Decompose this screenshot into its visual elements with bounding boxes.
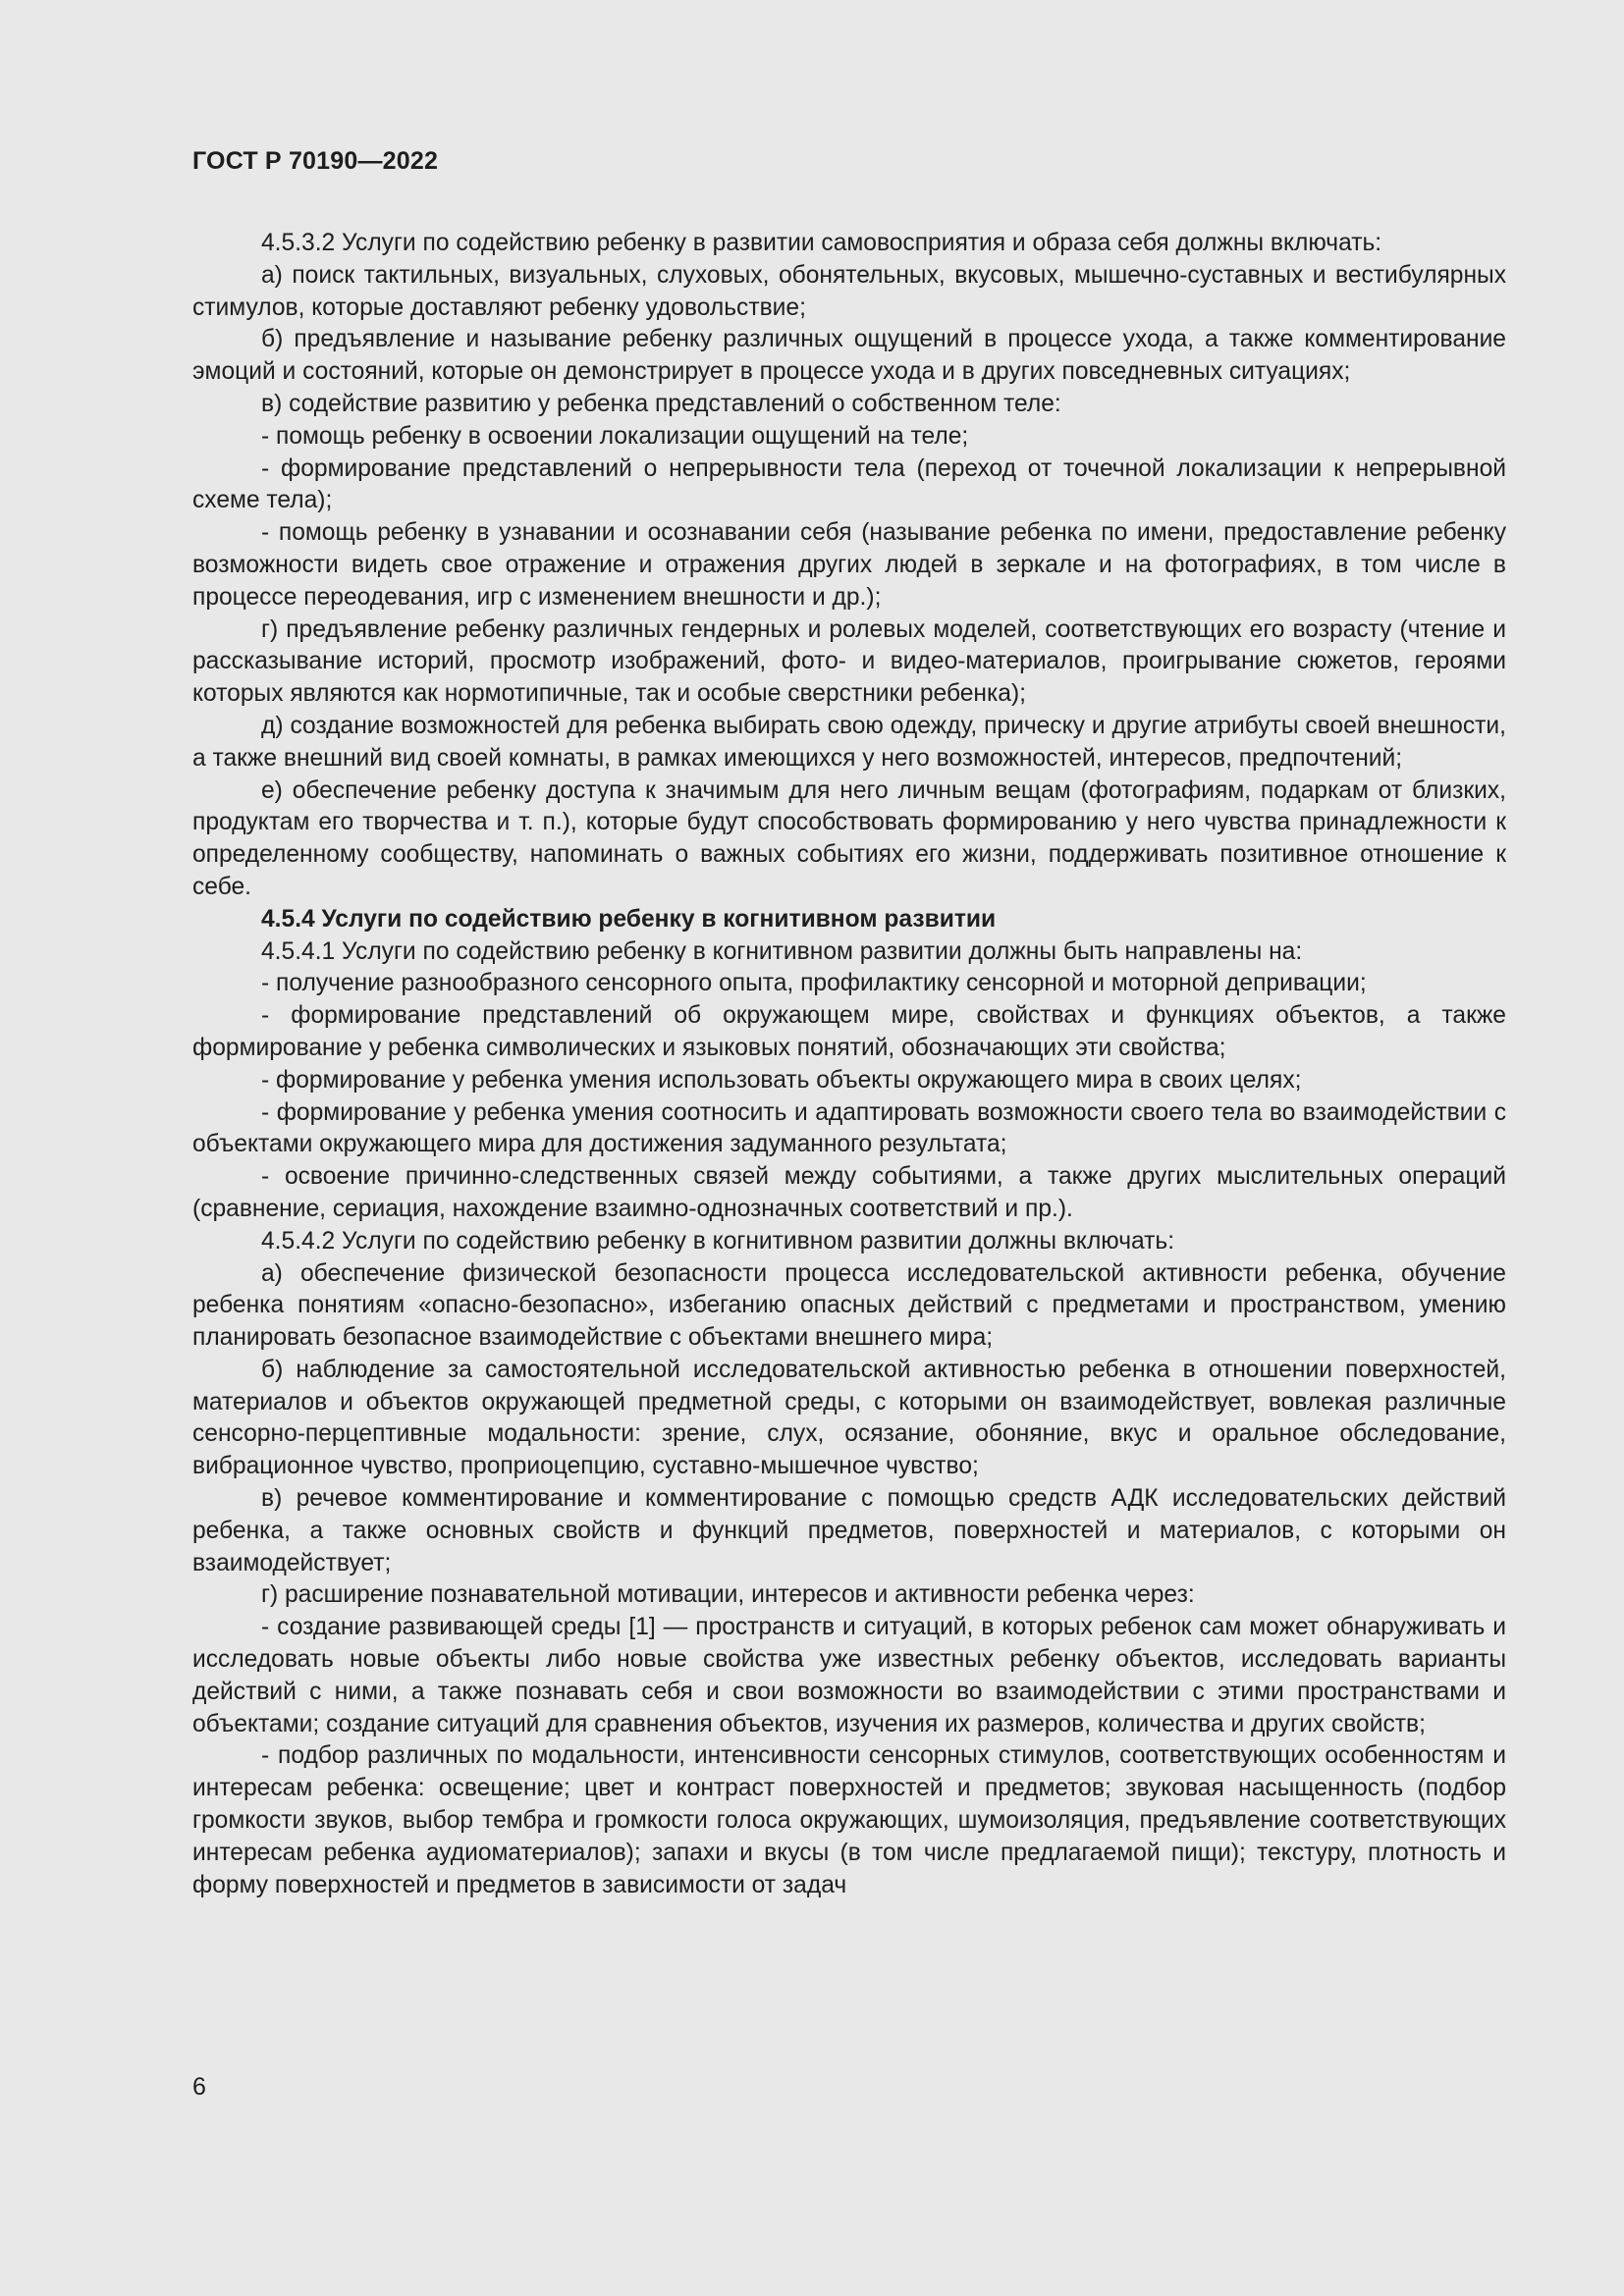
document-body bbox=[192, 228, 1506, 1901]
paragraph-4-5-4-1: 4.5.4.1 Услуги по содействию ребенку в когнитивном развитии должны быть направлены на: bbox=[261, 937, 1303, 965]
list-item-v: в) речевое комментирование и комментирование с помощью средств АДК исследовательских действий ребенка, а также основных свойств и функций предметов, поверхностей и материалов, с которыми он взаимодействует; bbox=[192, 1485, 1506, 1576]
list-item-a: а) поиск тактильных, визуальных, слуховых, обонятельных, вкусовых, мышечно-суставных и вестибулярных стимулов, которые доставляют ребенку удовольствие; bbox=[192, 261, 1506, 321]
bullet-item: - формирование представлений о непрерывности тела (переход от точечной локализации к непрерывной схеме тела); bbox=[192, 454, 1506, 514]
list-item-g: г) расширение познавательной мотивации, интересов и активности ребенка через: bbox=[261, 1581, 1195, 1609]
bullet-item: - подбор различных по модальности, интенсивности сенсорных стимулов, соответствующих особенностям и интересам ребенка: освещение; цвет и контраст поверхностей и предметов; звуковая насыщенность (подбор громкости звуков, выбор тембра и громкости голоса окружающих, шумоизоляция, предъявление соответствующих интересам ребенка аудиоматериалов); запахи и вкусы (в том числе предлагаемой пищи); текстуру, плотность и форму поверхностей и предметов в зависимости от задач bbox=[192, 1742, 1506, 1898]
list-item-a: а) обеспечение физической безопасности процесса исследовательской активности ребенка, обучение ребенка понятиям «опасно-безопасно», избеганию опасных действий с предметами и пространством, умению планировать безопасное взаимодействие с объектами внешнего мира; bbox=[192, 1259, 1506, 1352]
bullet-item: - создание развивающей среды [1] — пространств и ситуаций, в которых ребенок сам может обнаруживать и исследовать новые объекты либо новые свойства уже известных ребенку объектов, исследовать варианты действий с ними, а также познавать себя и свои возможности во взаимодействии с этими пространствами и объектами; создание ситуаций для сравнения объектов, изучения их размеров, количества и других свойств; bbox=[192, 1614, 1506, 1737]
list-item-e: е) обеспечение ребенку доступа к значимым для него личным вещам (фотографиям, подаркам от близких, продуктам его творчества и т. п.), которые будут способствовать формированию у него чувства принадлежности к определенному сообществу, напоминать о важных событиях его жизни, поддерживать позитивное отношение к себе. bbox=[192, 776, 1506, 900]
bullet-item: - получение разнообразного сенсорного опыта, профилактику сенсорной и моторной депривации; bbox=[261, 970, 1367, 997]
bullet-item: - помощь ребенку в узнавании и осознавании себя (называние ребенка по имени, предоставление ребенку возможности видеть свое отражение и отражения других людей в зеркале и на фотографиях, в том числе в процессе переодевания, игр с изменением внешности и др.); bbox=[192, 519, 1506, 611]
list-item-v: в) содействие развитию у ребенка представлений о собственном теле: bbox=[261, 390, 1061, 417]
bullet-item: - формирование представлений об окружающем мире, свойствах и функциях объектов, а также формирование у ребенка символических и языковых понятий, обозначающих эти свойства; bbox=[192, 1002, 1506, 1061]
list-item-b: б) предъявление и называние ребенку различных ощущений в процессе ухода, а также комментирование эмоций и состояний, которые он демонстрирует в процессе ухода и в других повседневных ситуациях; bbox=[192, 326, 1506, 386]
paragraph-4-5-4-2: 4.5.4.2 Услуги по содействию ребенку в когнитивном развитии должны включать: bbox=[261, 1227, 1175, 1255]
bullet-item: - формирование у ребенка умения соотносить и адаптировать возможности своего тела во взаимодействии с объектами окружающего мира для достижения задуманного результата; bbox=[192, 1098, 1506, 1158]
bullet-item: - помощь ребенку в освоении локализации ощущений на теле; bbox=[261, 422, 969, 450]
list-item-b: б) наблюдение за самостоятельной исследовательской активностью ребенка в отношении поверхностей, материалов и объектов окружающей предметной среды, с которыми он взаимодействует, вовлекая различные сенсорно-перцептивные модальности: зрение, слух, осязание, обоняние, вкус и оральное обследование, вибрационное чувство, проприоцепцию, суставно-мышечное чувство; bbox=[192, 1356, 1506, 1480]
paragraph-4-5-3-2: 4.5.3.2 Услуги по содействию ребенку в развитии самовосприятия и образа себя должны включать: bbox=[261, 230, 1382, 256]
page-number: 6 bbox=[192, 2073, 206, 2101]
list-item-d: д) создание возможностей для ребенка выбирать свою одежду, прическу и другие атрибуты своей внешности, а также внешний вид своей комнаты, в рамках имеющихся у него возможностей, интересов, предпочтений; bbox=[192, 712, 1506, 772]
section-heading-4-5-4: 4.5.4 Услуги по содействию ребенку в когнитивном развитии bbox=[261, 905, 997, 933]
bullet-item: - освоение причинно-следственных связей между событиями, а также других мыслительных операций (сравнение, сериация, нахождение взаимно-однозначных соответствий и пр.). bbox=[192, 1163, 1506, 1222]
document-header: ГОСТ Р 70190—2022 bbox=[192, 147, 439, 175]
bullet-item: - формирование у ребенка умения использовать объекты окружающего мира в своих целях; bbox=[261, 1066, 1302, 1094]
list-item-g: г) предъявление ребенку различных гендерных и ролевых моделей, соответствующих его возрасту (чтение и рассказывание историй, просмотр изображений, фото- и видео-материалов, проигрывание сюжетов, героями которых являются как нормотипичные, так и особые сверстники ребенка); bbox=[192, 615, 1506, 708]
